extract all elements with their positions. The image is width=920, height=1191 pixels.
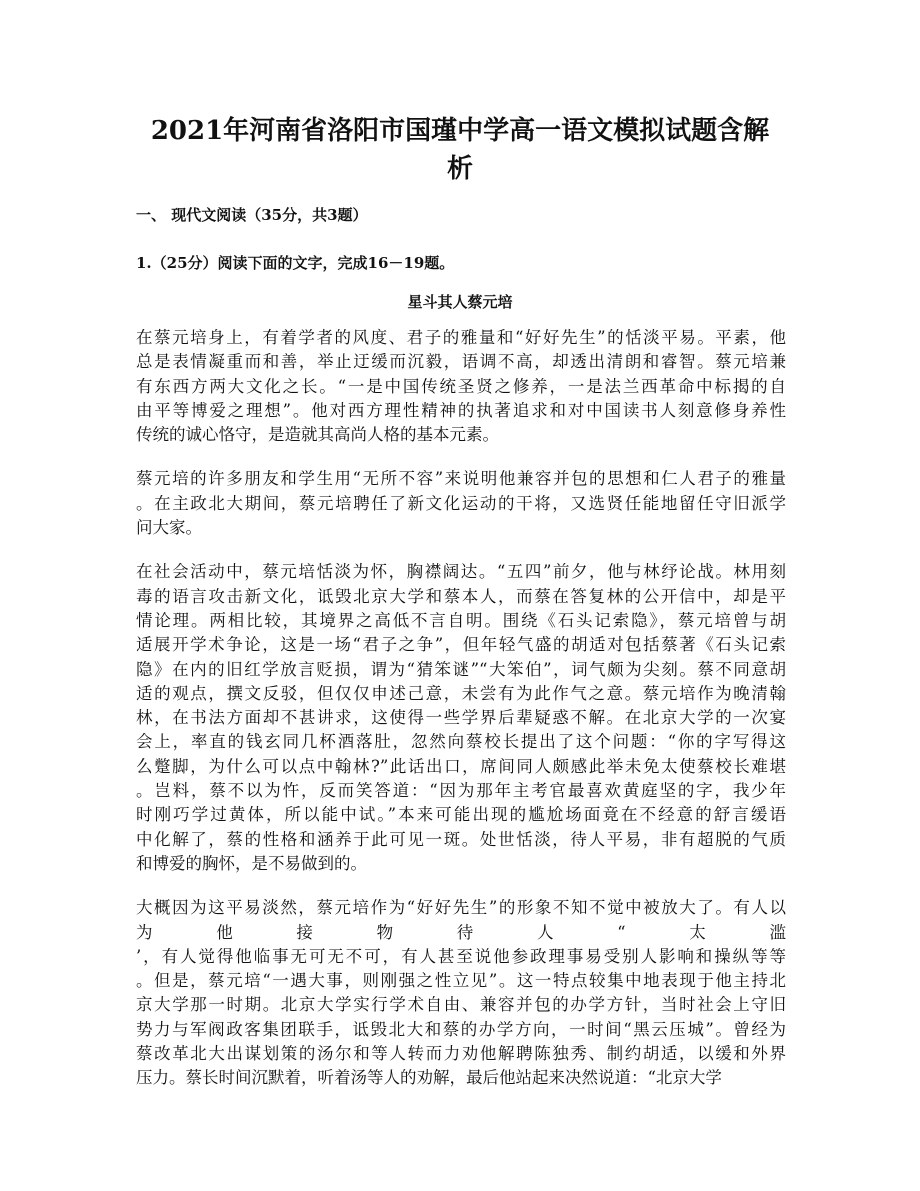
paragraph-line: 毒的语言攻击新文化，诋毁北京大学和蔡本人，而蔡在答复林的公开信中，却是平 [136, 586, 786, 606]
paragraph-line: 会上，率直的钱玄同几杯酒落肚，忽然向蔡校长提出了这个问题：“你的字写得这 [136, 732, 786, 752]
paragraph-line: 为他接物待人“太滥 [136, 922, 786, 942]
paragraph-line: 中化解了，蔡的性格和涵养于此可见一斑。处世恬淡，待人平易，非有超脱的气质 [136, 829, 786, 849]
question-intro: 1.（25分）阅读下面的文字，完成16－19题。 [136, 254, 455, 272]
paragraph-line: 隐》在内的旧红学放言贬损，谓为“猜笨谜”“大笨伯”，词气颇为尖刻。蔡不同意胡 [136, 659, 786, 679]
paragraph-line: 由平等博爱之理想”。他对西方理性精神的执著追求和对中国读书人刻意修身养性 [136, 400, 786, 420]
paragraph-line: 压力。蔡长时间沉默着，听着汤等人的劝解，最后他站起来决然说道：“北京大学 [136, 1068, 722, 1088]
paragraph-line: 京大学那一时期。北京大学实行学术自由、兼容并包的办学方针，当时社会上守旧 [136, 995, 786, 1015]
article-paragraph [136, 467, 786, 540]
paragraph-line: 和博爱的胸怀，是不易做到的。 [136, 853, 367, 873]
paragraph-line: 情论理。两相比较，其境界之高低不言自明。围绕《石头记索隐》，蔡元培曾与胡 [136, 610, 786, 630]
paragraph-line: 。在主政北大期间，蔡元培聘任了新文化运动的干将，又选贤任能地留任守旧派学 [136, 493, 786, 513]
paragraph-line: 。但是，蔡元培“一遇大事，则刚强之性立见”。这一特点较集中地表现于他主持北 [136, 971, 786, 991]
paragraph-line: 传统的诚心恪守，是造就其高尚人格的基本元素。 [136, 425, 499, 445]
document-title-line-1: 2021年河南省洛阳市国瑾中学高一语文模拟试题含解 [150, 116, 770, 146]
paragraph-line: 适的观点，撰文反驳，但仅仅申述己意，未尝有为此作气之意。蔡元培作为晚清翰 [136, 683, 786, 703]
article-body [136, 326, 786, 1111]
paragraph-line: 。岂料，蔡不以为忤，反而笑答道：“因为那年主考官最喜欢黄庭坚的字，我少年 [136, 781, 786, 801]
paragraph-line: 势力与军阀政客集团联手，诋毁北大和蔡的办学方向，一时间“黑云压城”。曾经为 [136, 1019, 786, 1039]
document-title-line-2: 析 [446, 154, 473, 184]
paragraph-line: 在社会活动中，蔡元培恬淡为怀，胸襟阔达。“五四”前夕，他与林纾论战。林用刻 [136, 562, 786, 582]
paragraph-line: 问大家。 [136, 518, 202, 538]
paragraph-line: 林，在书法方面却不甚讲求，这使得一些学界后辈疑惑不解。在北京大学的一次宴 [136, 708, 786, 728]
article-title: 星斗其人蔡元培 [407, 293, 513, 311]
section-heading: 一、 现代文阅读（35分，共3题） [136, 206, 368, 224]
paragraph-line: 大概因为这平易淡然，蔡元培作为“好好先生”的形象不知不觉中被放大了。有人以 [136, 898, 786, 918]
paragraph-line: 蔡改革北大出谋划策的汤尔和等人转而力劝他解聘陈独秀、制约胡适，以缓和外界 [136, 1044, 786, 1064]
paragraph-line: 么蹩脚，为什么可以点中翰林?”此话出口，席间同人颇感此举未免太使蔡校长难堪 [136, 756, 786, 776]
document-title [130, 112, 790, 188]
article-paragraph [136, 896, 786, 1090]
paragraph-line: 时刚巧学过黄体，所以能中试。”本来可能出现的尴尬场面竟在不经意的舒言缓语 [136, 805, 786, 825]
paragraph-line: 在蔡元培身上，有着学者的风度、君子的雅量和“好好先生”的恬淡平易。平素，他 [136, 328, 786, 347]
paragraph-line: 适展开学术争论，这是一场“君子之争”，但年轻气盛的胡适对包括蔡著《石头记索 [136, 635, 786, 655]
paragraph-line: 有东西方两大文化之长。“一是中国传统圣贤之修养，一是法兰西革命中标揭的自 [136, 376, 786, 396]
paragraph-line: 蔡元培的许多朋友和学生用“无所不容”来说明他兼容并包的思想和仁人君子的雅量 [136, 469, 786, 489]
paragraph-line: 总是表情凝重而和善，举止迂缓而沉毅，语调不高，却透出清朗和睿智。蔡元培兼 [136, 352, 786, 372]
article-paragraph [136, 560, 786, 876]
paragraph-line: ’，有人觉得他临事无可无不可，有人甚至说他参政理事易受别人影响和操纵等等 [136, 946, 786, 966]
article-paragraph [136, 326, 786, 447]
